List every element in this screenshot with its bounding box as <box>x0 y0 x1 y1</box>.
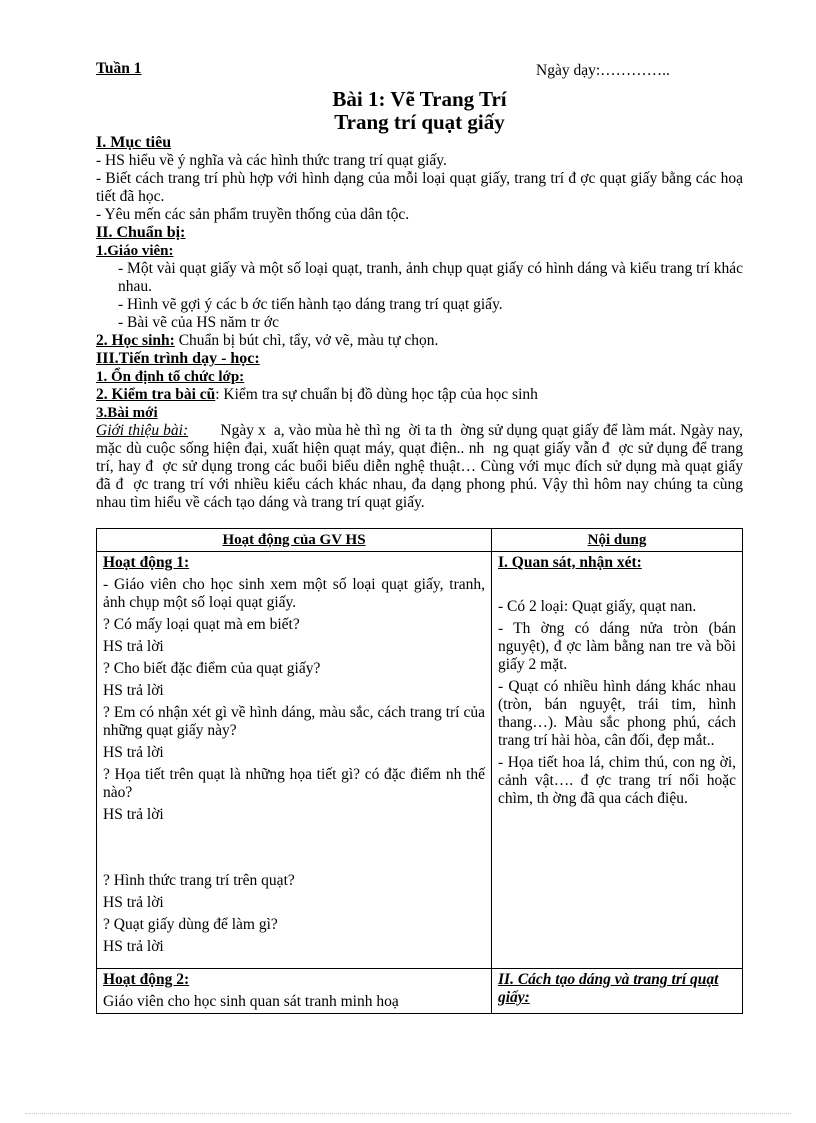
table-row <box>97 969 743 1014</box>
activity1-line: HS trả lời <box>103 894 164 911</box>
activity1-line: ? Cho biết đặc điểm của quạt giấy? <box>103 660 321 677</box>
teaching-date: Ngày dạy:………….. <box>536 62 670 79</box>
lesson-intro <box>96 422 747 512</box>
homework-check-text: : Kiểm tra sự chuẩn bị đồ dùng học tập của học sinh <box>215 386 538 403</box>
week-label: Tuần 1 <box>96 60 142 77</box>
activity2-title: Hoạt động 2: <box>103 971 190 988</box>
teacher-item: - Bài vẽ của HS năm tr ớc <box>118 314 279 331</box>
content1-line: - Có 2 loại: Quạt giấy, quạt nan. <box>498 598 697 615</box>
activity1-cell <box>97 552 492 969</box>
teacher-item: - Một vài quạt giấy và một số loại quạt, tranh, ảnh chụp quạt giấy có hình dáng và kiểu trang trí khác nhau. <box>118 260 744 295</box>
content1-title: I. Quan sát, nhận xét: <box>498 554 642 571</box>
objective-item: - Biết cách trang trí phù hợp với hình dạng của mỗi loại quạt giấy, trang trí đ ợc quạt giấy bằng các hoạ tiết đã học. <box>96 170 743 205</box>
document-page <box>96 58 747 1014</box>
activity1-line: ? Có mấy loại quạt mà em biết? <box>103 616 300 633</box>
student-heading: 2. Học sinh: <box>96 332 175 349</box>
lesson-title: Bài 1: Vẽ Trang Trí <box>332 87 507 111</box>
activity-table <box>96 528 743 1014</box>
activity1-line: ? Quạt giấy dùng để làm gì? <box>103 916 278 933</box>
content1-line: - Th ờng có dáng nửa tròn (bán nguyệt), đ ợc làm bằng nan tre và bồi giấy 2 mặt. <box>498 620 736 673</box>
homework-check-line <box>96 386 743 404</box>
page-bottom-border <box>25 1113 791 1114</box>
table-row <box>97 552 743 969</box>
activity1-line: HS trả lời <box>103 638 164 655</box>
content1-cell <box>492 552 743 969</box>
intro-label: Giới thiệu bài: <box>96 422 189 439</box>
content2-title: II. Cách tạo dáng và trang trí quạt giấy: <box>498 971 719 1006</box>
activity1-line: HS trả lời <box>103 682 164 699</box>
content1-line: - Quạt có nhiều hình dáng khác nhau (tròn, bán nguyệt, trái tim, hình thang…). Màu sắc phong phú, cách trang trí hài hòa, cân đối, đẹp mắt.. <box>498 678 736 749</box>
objective-item: - HS hiểu về ý nghĩa và các hình thức trang trí quạt giấy. <box>96 152 447 169</box>
activity1-line: ? Hình thức trang trí trên quạt? <box>103 872 295 889</box>
activity2-line: Giáo viên cho học sinh quan sát tranh minh hoạ <box>103 993 399 1010</box>
activity1-line: HS trả lời <box>103 806 164 823</box>
activity1-line: ? Em có nhận xét gì về hình dáng, màu sắc, cách trang trí của những quạt giấy này? <box>103 704 485 739</box>
activity1-line: ? Họa tiết trên quạt là những họa tiết gì? có đặc điểm nh thế nào? <box>103 766 485 801</box>
activity1-line: - Giáo viên cho học sinh xem một số loại quạt giấy, tranh, ảnh chụp một số loại quạt giấy. <box>103 576 485 611</box>
class-organization-heading: 1. Ổn định tổ chức lớp: <box>96 369 245 385</box>
activity2-cell <box>97 969 492 1014</box>
content1-line: - Họa tiết hoa lá, chim thú, con ng ời, cảnh vật…. đ ợc trang trí nổi hoặc chìm, th ờng đã qua cách điệu. <box>498 754 736 807</box>
homework-check-heading: 2. Kiểm tra bài cũ <box>96 386 216 403</box>
student-line <box>96 332 743 350</box>
student-text: Chuẩn bị bút chì, tẩy, vở vẽ, màu tự chọn. <box>174 332 439 349</box>
teacher-item: - Hình vẽ gợi ý các b ớc tiến hành tạo dáng trang trí quạt giấy. <box>118 296 503 313</box>
column-header-content: Nội dung <box>492 529 743 552</box>
activity1-line: HS trả lời <box>103 938 164 955</box>
intro-text: Ngày x a, vào mùa hè thì ng ời ta th ờng sử dụng quạt giấy để làm mát. Ngày nay, mặc dù cuộc sống hiện đại, xuất hiện quạt máy, quạt điện.. nh ng quạt giấy vẫn đ ợc sử dụng để trang trí, hay đ ợc sử dụng trong các buổi biểu diễn nghệ thuật… Cùng với mục đích sử dụng mà quạt giấy đã đ ợc trang trí với nhiều kiểu cách khác nhau, đa dạng phong phú. Vậy thì hôm nay chúng ta cùng nhau tìm hiểu về cách tạo dáng và trang trí quạt giấy. <box>96 422 747 511</box>
teacher-heading: 1.Giáo viên: <box>96 243 174 259</box>
column-header-activities: Hoạt động của GV HS <box>97 529 492 552</box>
new-lesson-heading: 3.Bài mới <box>96 405 158 421</box>
objective-item: - Yêu mến các sản phẩm truyền thống của dân tộc. <box>96 206 410 223</box>
section-preparation-heading: II. Chuẩn bị: <box>96 224 186 241</box>
section-process-heading: III.Tiến trình dạy - học: <box>96 350 260 367</box>
page-header <box>96 58 743 88</box>
content2-cell <box>492 969 743 1014</box>
section-objectives-heading: I. Mục tiêu <box>96 134 172 151</box>
lesson-subtitle: Trang trí quạt giấy <box>334 110 505 134</box>
activity1-title: Hoạt động 1: <box>103 554 190 571</box>
activity1-line: HS trả lời <box>103 744 164 761</box>
